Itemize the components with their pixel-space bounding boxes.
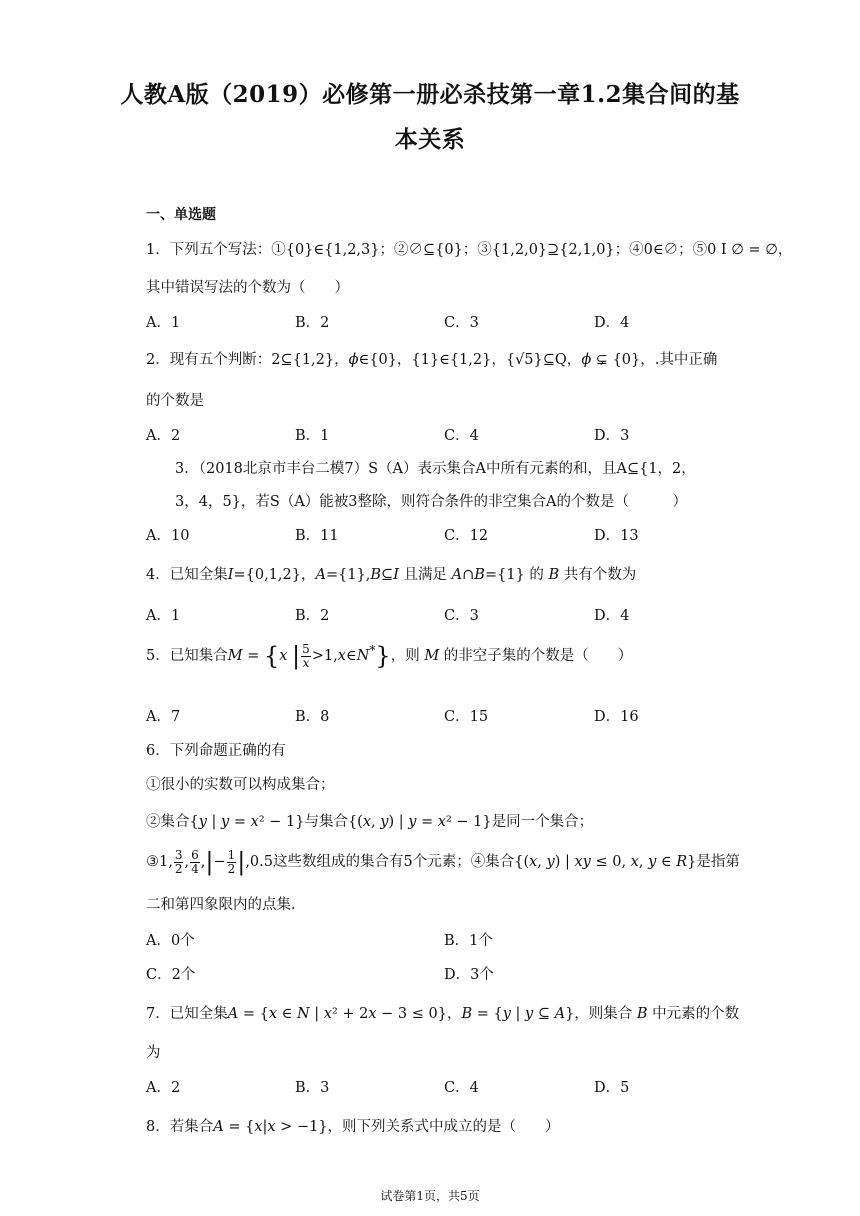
q2-stem: 2．现有五个判断：2⊆{1,2}，ϕ∈{0}，{1}∈{1,2}，{√5}⊆Q，ϕ ⊊ {0}，.其中正确 bbox=[146, 352, 718, 368]
q2-option-b[interactable]: B．1 bbox=[295, 428, 330, 444]
q1-stem: 1．下列五个写法：①{0}∈{1,2,3}；②∅⊆{0}；③{1,2,0}⊇{2,1,0}；④0∈∅；⑤0 I ∅ = ∅， bbox=[146, 242, 793, 258]
doc-title-line1: 人教A版（2019）必修第一册必杀技第一章1.2集合间的基 bbox=[120, 81, 740, 108]
q6-statement-2: ②集合{y | y = x² − 1}与集合{(x, y) | y = x² − 1}是同一个集合； bbox=[146, 814, 594, 830]
q7-stem: 7．已知全集A = {x ∈ N | x² + 2x − 3 ≤ 0}，B = {y | y ⊆ A}，则集合 B 中元素的个数 bbox=[146, 1006, 740, 1022]
q1-option-d[interactable]: D．4 bbox=[594, 315, 630, 331]
doc-title-line2: 本关系 bbox=[394, 126, 466, 153]
q3-option-a[interactable]: A．10 bbox=[146, 528, 190, 544]
q5-stem: 5．已知集合M = {x | $\frac{5}{x}$ >1,x∈N*}，则 M 的非空子集的个数是（ ） bbox=[146, 641, 633, 670]
q6-statement-3: ③1, $\frac{3}{2}$ , $\frac{6}{4}$ ,|− $\frac{1}{2}$ |,0.5这些数组成的集合有5个元素；④集合{(x, y) | xy ≤ 0, x, y ∈ R}是指第 bbox=[146, 847, 740, 876]
q5-option-b[interactable]: B．8 bbox=[295, 709, 330, 725]
q4-stem: 4．已知全集I={0,1,2}，A={1},B⊆I 且满足 A∩B={1} 的 B 共有个数为 bbox=[146, 567, 637, 583]
q4-option-a[interactable]: A．1 bbox=[146, 608, 181, 624]
q7-stem-cont: 为 bbox=[146, 1045, 161, 1061]
q4-option-d[interactable]: D．4 bbox=[594, 608, 630, 624]
q6-option-c[interactable]: C．2个 bbox=[146, 967, 196, 983]
q3-option-c[interactable]: C．12 bbox=[444, 528, 489, 544]
q1-option-b[interactable]: B．2 bbox=[295, 315, 330, 331]
q6-option-a[interactable]: A．0个 bbox=[146, 933, 195, 949]
q1-option-a[interactable]: A．1 bbox=[146, 315, 181, 331]
section-heading: 一、单选题 bbox=[146, 207, 216, 223]
q3-stem-cont: 3，4，5}，若S（A）能被3整除，则符合条件的非空集合A的个数是（ ） bbox=[175, 494, 688, 510]
q5-option-d[interactable]: D．16 bbox=[594, 709, 639, 725]
q7-option-d[interactable]: D．5 bbox=[594, 1080, 630, 1096]
q1-stem-cont: 其中错误写法的个数为（ ） bbox=[146, 280, 349, 296]
q8-stem: 8．若集合A = {x|x > −1}，则下列关系式中成立的是（ ） bbox=[146, 1119, 560, 1135]
q4-option-c[interactable]: C．3 bbox=[444, 608, 479, 624]
q3-stem: 3．（2018北京市丰台二模7）S（A）表示集合A中所有元素的和，且A⊆{1，2， bbox=[175, 461, 696, 477]
q7-option-c[interactable]: C．4 bbox=[444, 1080, 479, 1096]
q6-option-b[interactable]: B．1个 bbox=[444, 933, 493, 949]
q6-statement-1: ①很小的实数可以构成集合； bbox=[146, 777, 335, 793]
q6-option-d[interactable]: D．3个 bbox=[444, 967, 494, 983]
page-footer: 试卷第1页，共5页 bbox=[380, 1189, 480, 1203]
q2-option-d[interactable]: D．3 bbox=[594, 428, 630, 444]
q3-option-b[interactable]: B．11 bbox=[295, 528, 339, 544]
q1-option-c[interactable]: C．3 bbox=[444, 315, 479, 331]
q6-statement-4: 二和第四象限内的点集. bbox=[146, 897, 296, 913]
q7-option-b[interactable]: B．3 bbox=[295, 1080, 330, 1096]
q7-option-a[interactable]: A．2 bbox=[146, 1080, 181, 1096]
q5-option-a[interactable]: A．7 bbox=[146, 709, 181, 725]
q6-stem: 6．下列命题正确的有 bbox=[146, 743, 286, 759]
q2-stem-cont: 的个数是 bbox=[146, 393, 204, 409]
q2-option-a[interactable]: A．2 bbox=[146, 428, 181, 444]
q3-option-d[interactable]: D．13 bbox=[594, 528, 639, 544]
q4-option-b[interactable]: B．2 bbox=[295, 608, 330, 624]
q5-option-c[interactable]: C．15 bbox=[444, 709, 489, 725]
q2-option-c[interactable]: C．4 bbox=[444, 428, 479, 444]
